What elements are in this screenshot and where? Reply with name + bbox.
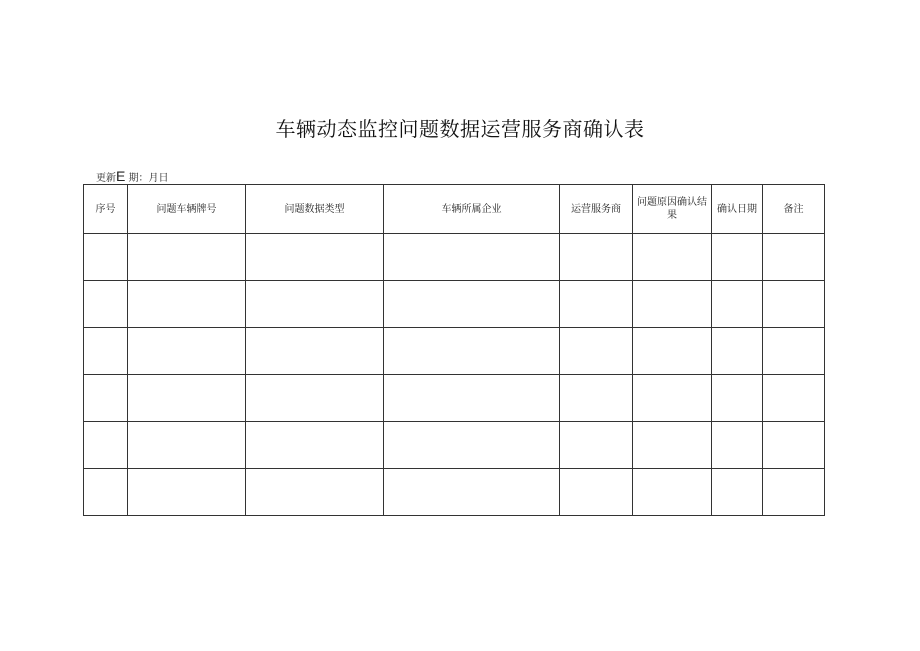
table-cell[interactable]: [84, 422, 128, 469]
table-cell[interactable]: [763, 469, 825, 516]
table-cell[interactable]: [246, 422, 384, 469]
table-cell[interactable]: [84, 375, 128, 422]
table-header-row: [84, 185, 825, 234]
table-row: [84, 281, 825, 328]
table-cell[interactable]: [763, 422, 825, 469]
table-cell[interactable]: [246, 375, 384, 422]
table-cell[interactable]: [128, 281, 246, 328]
header-service-provider: 运营服务商: [560, 185, 633, 234]
table-cell[interactable]: [246, 328, 384, 375]
header-vehicle-company: 车辆所属企业: [384, 185, 560, 234]
table-cell[interactable]: [633, 422, 712, 469]
header-serial-number: 序号: [84, 185, 128, 234]
table-cell[interactable]: [84, 281, 128, 328]
table-cell[interactable]: [712, 422, 763, 469]
table-cell[interactable]: [560, 328, 633, 375]
table-cell[interactable]: [384, 281, 560, 328]
table-cell[interactable]: [84, 469, 128, 516]
table-cell[interactable]: [633, 234, 712, 281]
table-cell[interactable]: [712, 328, 763, 375]
table-cell[interactable]: [560, 234, 633, 281]
table-cell[interactable]: [246, 469, 384, 516]
table-cell[interactable]: [712, 234, 763, 281]
table-cell[interactable]: [384, 328, 560, 375]
table-cell[interactable]: [384, 422, 560, 469]
table-cell[interactable]: [560, 469, 633, 516]
table-cell[interactable]: [633, 469, 712, 516]
table-cell[interactable]: [128, 328, 246, 375]
table-cell[interactable]: [128, 422, 246, 469]
table-cell[interactable]: [128, 234, 246, 281]
table-row: [84, 469, 825, 516]
table-cell[interactable]: [763, 375, 825, 422]
table-cell[interactable]: [763, 328, 825, 375]
table-cell[interactable]: [84, 328, 128, 375]
table-cell[interactable]: [763, 234, 825, 281]
table-cell[interactable]: [712, 469, 763, 516]
table-row: [84, 234, 825, 281]
update-date-suffix: 期：月日: [128, 173, 169, 184]
header-confirm-date: 确认日期: [712, 185, 763, 234]
header-remarks: 备注: [763, 185, 825, 234]
table-cell[interactable]: [246, 234, 384, 281]
header-cause-confirmation: 问题原因确认结果: [633, 185, 712, 234]
update-date-glyph: E: [116, 168, 126, 184]
table-cell[interactable]: [633, 281, 712, 328]
update-date-prefix: 更新: [96, 173, 116, 184]
table-cell[interactable]: [763, 281, 825, 328]
table-cell[interactable]: [560, 281, 633, 328]
table-cell[interactable]: [84, 234, 128, 281]
table-cell[interactable]: [712, 375, 763, 422]
header-data-type: 问题数据类型: [246, 185, 384, 234]
table-cell[interactable]: [633, 328, 712, 375]
header-plate-number: 问题车辆牌号: [128, 185, 246, 234]
table-cell[interactable]: [128, 469, 246, 516]
table-cell[interactable]: [384, 234, 560, 281]
table-row: [84, 328, 825, 375]
confirmation-table: [83, 184, 825, 516]
table-cell[interactable]: [560, 422, 633, 469]
table-cell[interactable]: [560, 375, 633, 422]
table-cell[interactable]: [633, 375, 712, 422]
table-row: [84, 375, 825, 422]
table-cell[interactable]: [384, 469, 560, 516]
table-cell[interactable]: [128, 375, 246, 422]
table-cell[interactable]: [384, 375, 560, 422]
table-cell[interactable]: [712, 281, 763, 328]
table-cell[interactable]: [246, 281, 384, 328]
table-row: [84, 422, 825, 469]
document-title: 车辆动态监控问题数据运营服务商确认表: [275, 117, 645, 141]
